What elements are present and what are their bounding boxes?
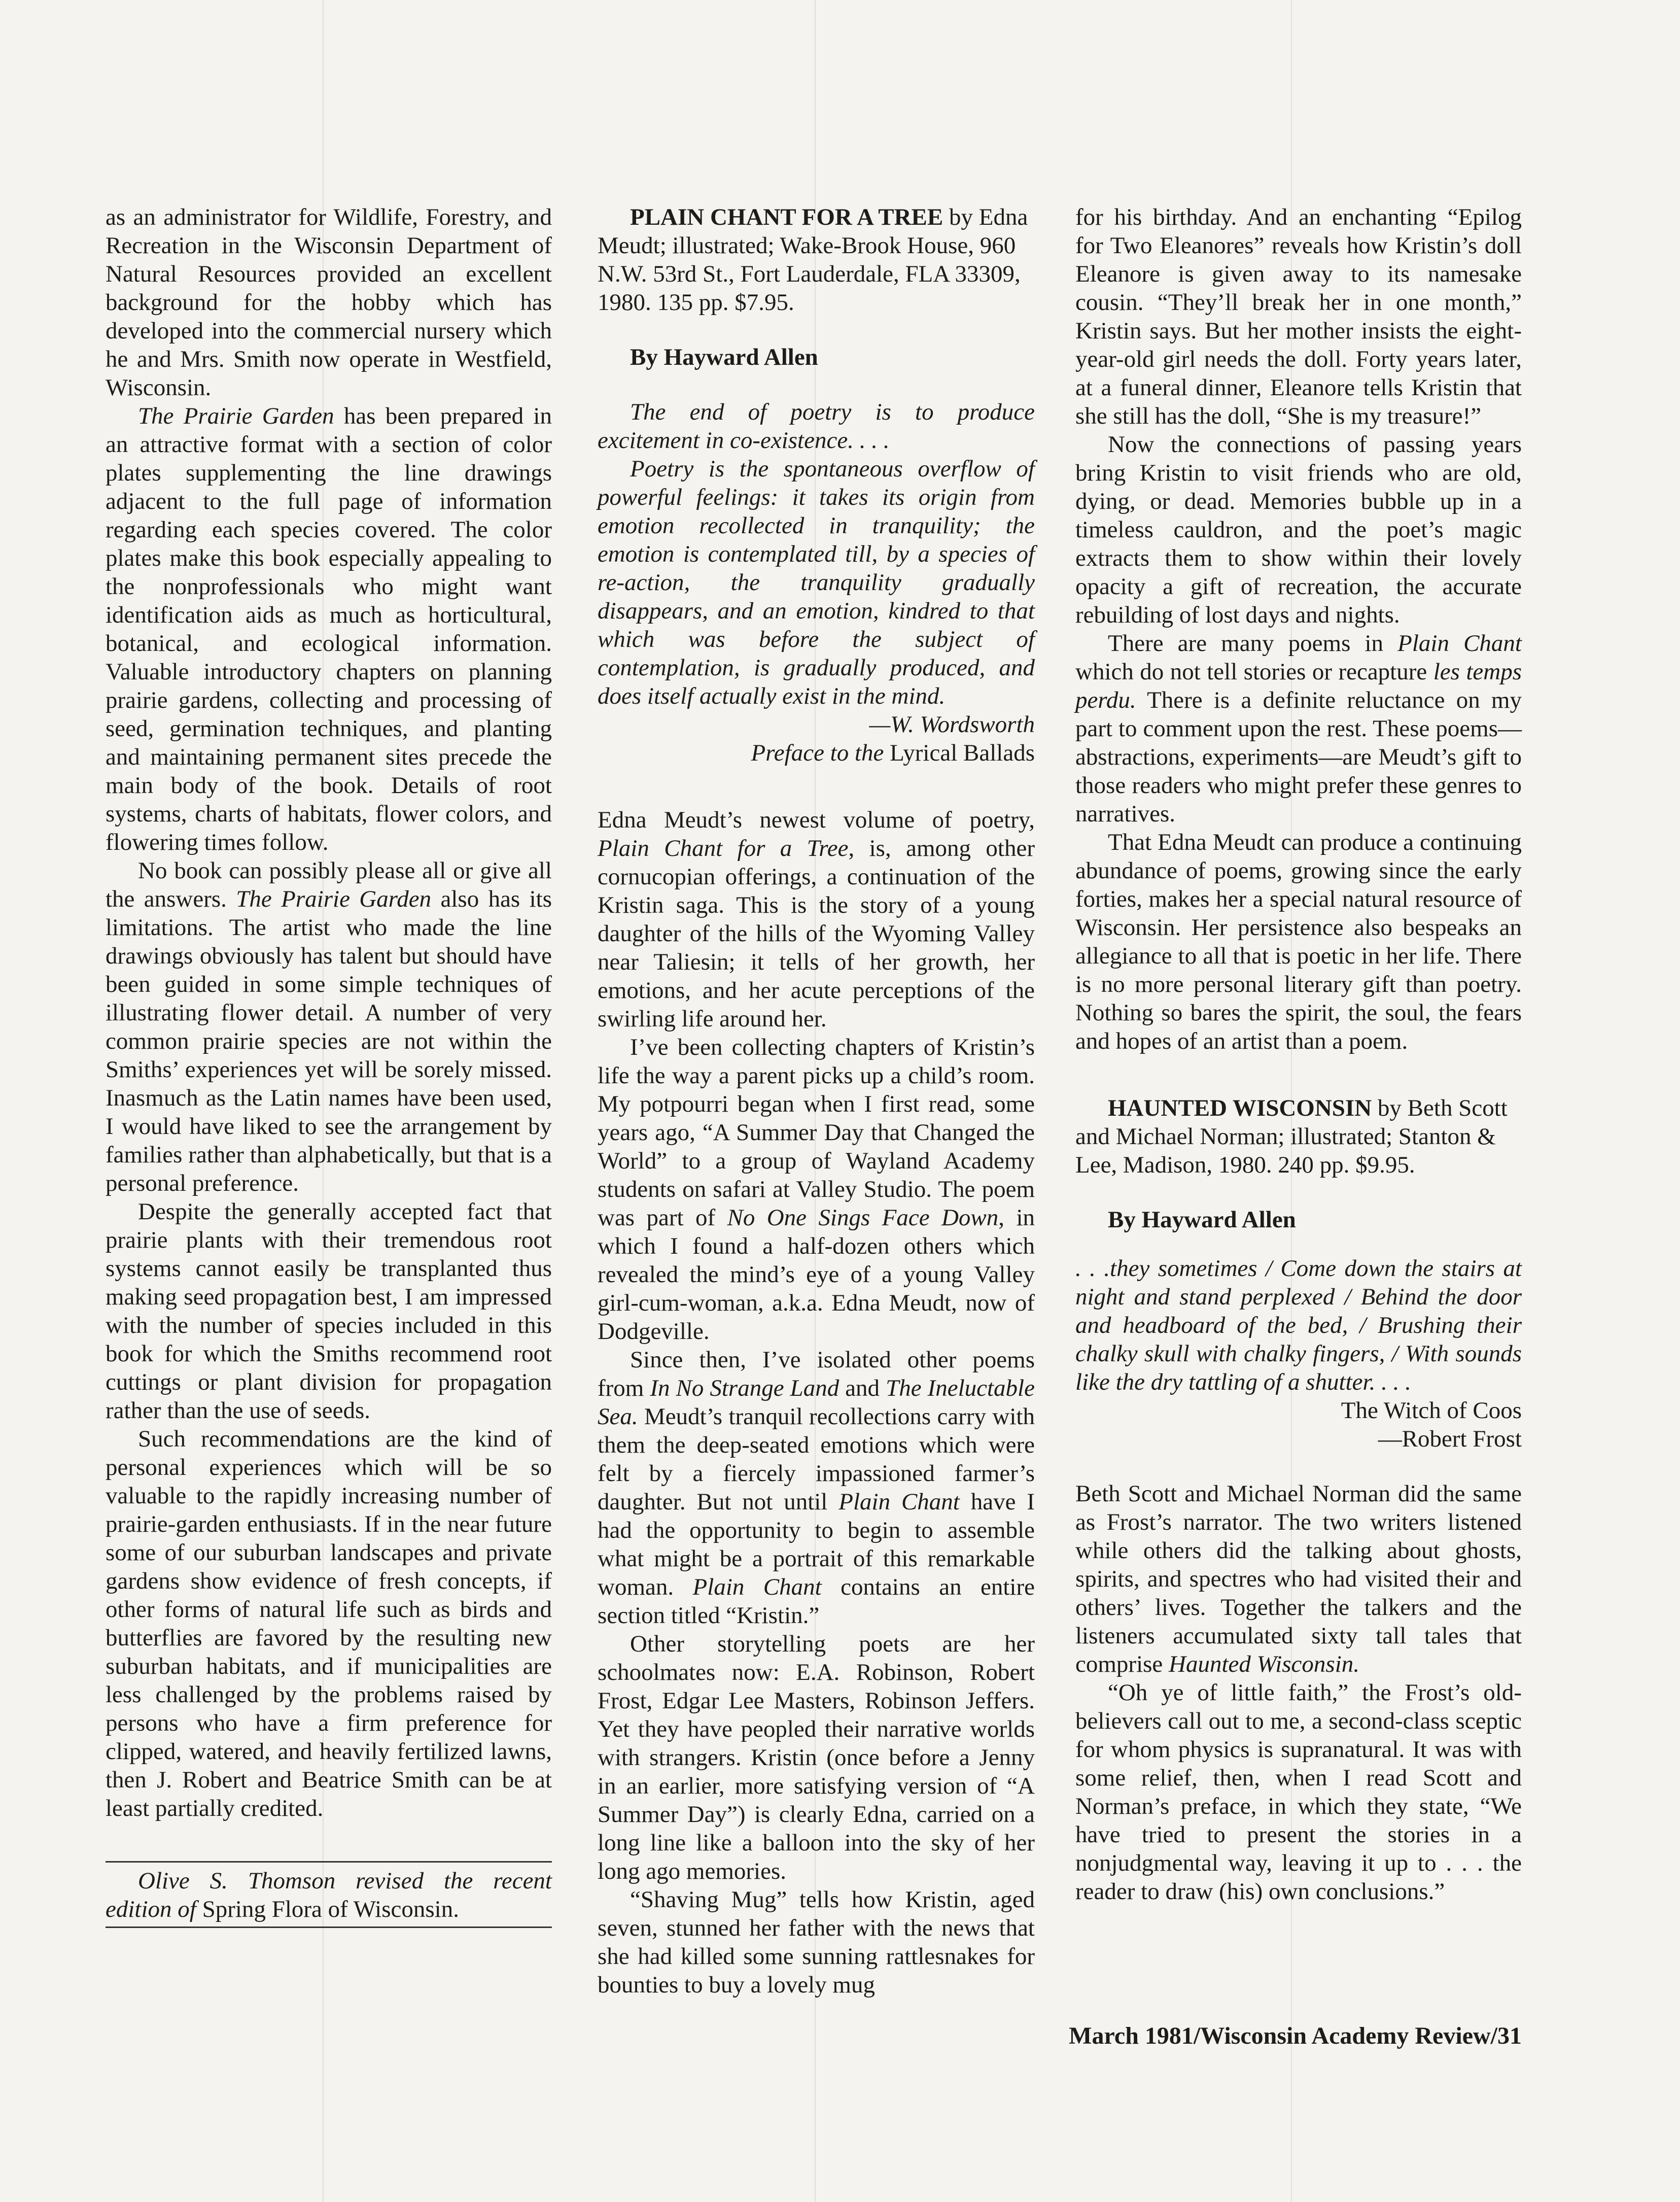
book-title: The Prairie Garden [236, 886, 432, 912]
epigraph [1075, 1254, 1522, 1453]
paragraph-text: , is, among other cornucopian offerings, a continuation of the Kristin saga. This is the story of a young daughter of the hills of the Wyoming Valley near Taliesin; it tells of her growth, her emotions, and her acute perceptions of the swirling life around her. [598, 835, 1035, 1032]
book-title: Plain Chant for a Tree [598, 835, 849, 862]
page-footer: March 1981/Wisconsin Academy Review/31 [1069, 2022, 1522, 2049]
byline: By Hayward Allen [1108, 1207, 1296, 1233]
paragraph-text: have I had the opportunity to begin to assemble what might be a portrait of this remarkable woman. [598, 1489, 1035, 1600]
column-middle [598, 203, 1035, 1999]
paragraph: Now the connections of passing years bring Kristin to visit friends who are old, dying, or dead. Memories bubble up in a timeless cauldron, and the poet’s magic extracts them to show within their lovely opacity a gift of recreation, the accurate rebuilding of lost days and nights. [1075, 431, 1522, 628]
column-right [1075, 203, 1522, 1906]
book-title: Plain Chant [1397, 630, 1522, 657]
foreign-phrase: les temps perdu. [1075, 659, 1522, 713]
review-book-info: by Beth Scott and Michael Norman; illustrated; Stanton & Lee, Madison, 1980. 240 pp. $9.95. [1075, 1095, 1508, 1178]
book-title: Haunted Wisconsin. [1169, 1651, 1360, 1677]
paragraph: That Edna Meudt can produce a continuing abundance of poems, growing since the early forties, makes her a special natural resource of Wisconsin. Her persistence also bespeaks an allegiance to all that is poetic in her life. There is no more personal literary gift than poetry. Nothing so bares the spirit, the soul, the fears and hopes of an artist than a poem. [1075, 829, 1522, 1054]
paragraph: for his birthday. And an enchanting “Epilog for Two Eleanores” reveals how Kristin’s doll Eleanore is given away to its namesake cousin. “They’ll break her in one month,” Kristin says. But her mother insists the eight-year-old girl needs the doll. Forty years later, at a funeral dinner, Eleanore tells Kristin that she still has the doll, “She is my treasure!” [1075, 204, 1522, 429]
paragraph-text: also has its limitations. The artist who made the line drawings obviously has talent but should have been guided in some simple techniques of illustrating flower detail. A number of very common prairie species are not within the Smiths’ experiences yet will be sorely missed. Inasmuch as the Latin names have been used, I would have liked to see the arrangement by families rather than alphabetically, but that is a personal preference. [106, 886, 552, 1196]
review-book-info: by Edna Meudt; illustrated; Wake-Brook House, 960 N.W. 53rd St., Fort Lauderdale, FLA 33309, 1980. 135 pp. $7.95. [598, 204, 1028, 316]
paragraph: “Shaving Mug” tells how Kristin, aged seven, stunned her father with the news that she had killed some sunning rattlesnakes for bounties to buy a lovely mug [598, 1886, 1035, 1998]
paragraph-text: has been prepared in an attractive format with a section of color plates supplementing the line drawings adjacent to the full page of information regarding each species covered. The color plates make this book especially appealing to the nonprofessionals who might want identification aids as much as horticultural, botanical, and ecological information. Valuable introductory chapters on planning prairie gardens, collecting and processing of seed, germination techniques, and planting and maintaining permanent sites precede the main body of the book. Details of root systems, charts of habitats, flower colors, and flowering times follow. [106, 403, 552, 855]
book-title: No One Sings Face Down [727, 1205, 999, 1231]
paragraph-text: and [839, 1375, 886, 1401]
paragraph: as an administrator for Wildlife, Forestry, and Recreation in the Wisconsin Department of Natural Resources provided an excellent background for the hobby which has developed into the commercial nursery which he and Mrs. Smith now operate in Westfield, Wisconsin. [106, 204, 552, 401]
epigraph-text: The end of poetry is to produce excitement in co-existence. . . . [598, 399, 1035, 454]
column-left [106, 203, 552, 1928]
epigraph [598, 398, 1035, 767]
book-title: In No Strange Land [650, 1375, 839, 1401]
paragraph-text: There are many poems in [1108, 630, 1398, 657]
epigraph-attribution: —Robert Frost [1378, 1426, 1522, 1452]
review-book-title: HAUNTED WISCONSIN [1108, 1095, 1372, 1121]
divider [106, 1861, 552, 1863]
paragraph-text: Beth Scott and Michael Norman did the same as Frost’s narrator. The two writers listened while others did the talking about ghosts, spirits, and spectres who had visited their and others’ lives. Together the talkers and the listeners accumulated sixty tall tales that comprise [1075, 1481, 1522, 1677]
book-title: Plain Chant [838, 1489, 960, 1515]
paragraph: Other storytelling poets are her schoolmates now: E.A. Robinson, Robert Frost, Edgar Lee Masters, Robinson Jeffers. Yet they have peopled their narrative worlds with strangers. Kristin (once before a Jenny in an earlier, more satisfying version of “A Summer Day”) is clearly Edna, carried on a long line like a balloon into the sky of her long ago memories. [598, 1631, 1035, 1884]
book-title: Plain Chant [692, 1574, 822, 1600]
book-title: The Ineluctable Sea. [598, 1375, 1035, 1430]
paragraph-text: , in which I found a half-dozen others which revealed the mind’s eye of a young Valley girl-cum-woman, a.k.a. Edna Meudt, now of Dodgeville. [598, 1205, 1035, 1345]
paragraph-text: contains an entire section titled “Kristin.” [598, 1574, 1035, 1629]
review-heading [1075, 1094, 1522, 1179]
epigraph-text: Poetry is the spontaneous overflow of powerful feelings: it takes its origin from emotion recollected in tranquility; the emotion is contemplated till, by a species of re-action, the tranquility gradually disappears, and an emotion, kindred to that which was before the subject of contemplation, is gradually produced, and does itself actually exist in the mind. [598, 456, 1035, 709]
paragraph [106, 856, 552, 1197]
byline: By Hayward Allen [630, 344, 818, 370]
epigraph-attribution: The Witch of Coos [1341, 1397, 1522, 1424]
paragraph [598, 1346, 1035, 1630]
paragraph-text: which do not tell stories or recapture [1075, 659, 1433, 685]
review-heading [598, 203, 1035, 317]
paragraph [106, 402, 552, 856]
book-title: Lyrical Ballads [890, 740, 1035, 766]
divider [106, 1926, 552, 1928]
paragraph: Such recommendations are the kind of personal experiences which will be so valuable to the rapidly increasing number of prairie-garden enthusiasts. If in the near future some of our suburban landscapes and private gardens show evidence of fresh concepts, if other forms of natural life such as birds and butterflies are favored by the resulting new suburban habitats, and if municipalities are less challenged by the problems raised by persons who have a firm preference for clipped, watered, and heavily fertilized lawns, then J. Robert and Beatrice Smith can be at least partially credited. [106, 1426, 552, 1821]
paragraph [1075, 629, 1522, 828]
epigraph-attribution: —W. Wordsworth [869, 711, 1035, 738]
epigraph-attribution-text: Preface to the [751, 740, 890, 766]
epigraph-text: . . .they sometimes / Come down the stairs at night and stand perplexed / Behind the door and headboard of the bed, / Brushing their chalky skull with chalky fingers, / With sounds like the dry tattling of a shutter. . . . [1075, 1255, 1522, 1395]
paragraph [598, 806, 1035, 1033]
author-note [106, 1867, 552, 1923]
paragraph-text: Meudt’s tranquil recollections carry with them the deep-seated emotions which were felt by a fiercely impassioned farmer’s daughter. But not until [598, 1403, 1035, 1515]
book-title: Spring Flora of Wisconsin. [202, 1896, 459, 1922]
paragraph-text: Since then, I’ve isolated other poems from [598, 1347, 1035, 1401]
paragraph-text: There is a definite reluctance on my part to comment upon the rest. These poems—abstractions, experiments—are Meudt’s gift to those readers who might prefer these genres to narratives. [1075, 687, 1522, 827]
author-note-text: Olive S. Thomson revised the recent edition of [106, 1868, 552, 1922]
paragraph [598, 1033, 1035, 1346]
paragraph: “Oh ye of little faith,” the Frost’s old-believers call out to me, a second-class sceptic for whom physics is supranatural. It was with some relief, then, when I read Scott and Norman’s preface, in which they state, “We have tried to present the stories in a nonjudgmental way, leaving it up to . . . the reader to draw (his) own conclusions.” [1075, 1679, 1522, 1905]
epigraph-attribution [598, 739, 1035, 767]
paragraph: Despite the generally accepted fact that prairie plants with their tremendous root systems cannot easily be transplanted thus making seed propagation best, I am impressed with the number of species included in this book for which the Smiths recommend root cuttings or plant division for propagation rather than the use of seeds. [106, 1198, 552, 1424]
review-book-title: PLAIN CHANT FOR A TREE [630, 204, 943, 230]
paragraph-text: Edna Meudt’s newest volume of poetry, [598, 807, 1035, 833]
book-title: The Prairie Garden [138, 403, 334, 429]
paragraph [1075, 1480, 1522, 1678]
paragraph-text: I’ve been collecting chapters of Kristin’s life the way a parent picks up a child’s room. My potpourri began when I first read, some years ago, “A Summer Day that Changed the World” to a group of Wayland Academy students on safari at Valley Studio. The poem was part of [598, 1034, 1035, 1231]
paragraph-text: No book can possibly please all or give all the answers. [106, 857, 552, 912]
